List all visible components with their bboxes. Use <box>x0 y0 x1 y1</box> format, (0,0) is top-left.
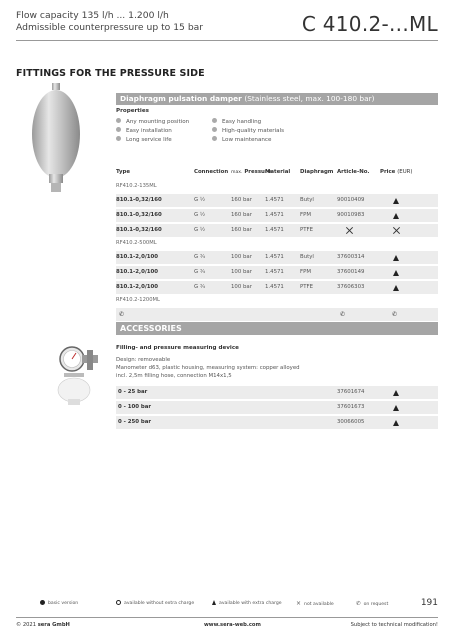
device-design: Design: removeable <box>116 357 171 363</box>
table-row <box>116 308 438 321</box>
table-header <box>116 169 438 179</box>
legend-on-request: ✆ on request <box>356 601 389 607</box>
table-row: 0 - 100 bar 37601673 <box>116 401 438 414</box>
col-article: Article-No. <box>337 169 370 175</box>
on-request-icon: ✆ <box>392 311 398 318</box>
extra-charge-icon <box>393 390 399 396</box>
accessories-banner: ACCESSORIES <box>116 322 438 335</box>
col-diaphragm: Diaphragm <box>300 169 334 175</box>
col-material: Material <box>265 169 291 175</box>
table-row: 0 - 250 bar 30066005 <box>116 416 438 429</box>
property-item: Easy handling <box>212 118 261 127</box>
extra-charge-icon <box>393 213 399 219</box>
footer-copyright: © 2021 sera GmbH <box>16 622 70 628</box>
damper-banner <box>116 93 438 105</box>
group-label: RF410.2-135ML <box>116 183 157 189</box>
damper-title-detail: (Stainless steel, max. 100-180 bar) <box>244 94 375 103</box>
footer-website[interactable]: www.sera-web.com <box>204 622 261 628</box>
product-code: C 410.2-...ML <box>301 12 438 36</box>
table-row: 810.1-0,32/160 G ½ 160 bar 1.4571 PTFE <box>116 224 438 237</box>
not-available-icon <box>346 227 353 234</box>
table-row: 810.1-2,0/100 G ¾ 100 bar 1.4571 PTFE 37606303 <box>116 281 438 294</box>
table-row: 810.1-2,0/100 G ¾ 100 bar 1.4571 FPM 37600149 <box>116 266 438 279</box>
table-row: 810.1-2,0/100 G ¾ 100 bar 1.4571 Butyl 37600314 <box>116 251 438 264</box>
col-connection: Connection <box>194 169 229 175</box>
filling-device-image <box>56 344 104 406</box>
on-request-icon: ✆ <box>119 311 125 318</box>
basic-dot-icon <box>116 127 121 132</box>
device-spec-2: incl. 2,5m filling hose, connection M14x1,5 <box>116 373 232 379</box>
device-spec-1: Manometer d63, plastic housing, measuring system: copper alloyed <box>116 365 300 371</box>
on-request-icon: ✆ <box>356 601 361 607</box>
table-row: 810.1-0,32/160 G ½ 160 bar 1.4571 Butyl 90010409 <box>116 194 438 207</box>
col-type: Type <box>116 169 131 175</box>
basic-version-icon <box>40 600 45 605</box>
basic-dot-icon <box>212 118 217 123</box>
section-title: FITTINGS FOR THE PRESSURE SIDE <box>16 68 205 79</box>
col-price: Price (EUR) <box>380 169 413 175</box>
damper-title: Diaphragm pulsation damper <box>120 94 242 103</box>
footer-note: Subject to technical modification! <box>350 622 438 628</box>
not-available-icon: × <box>296 600 302 607</box>
property-item: Easy installation <box>116 127 172 136</box>
basic-dot-icon <box>116 118 121 123</box>
group-label: RF410.2-500ML <box>116 240 157 246</box>
group-label: RF410.2-1200ML <box>116 297 160 303</box>
extra-charge-icon <box>393 420 399 426</box>
col-pressure: max. Pressure <box>231 169 272 175</box>
property-item: Long service life <box>116 136 172 145</box>
property-item: Low maintenance <box>212 136 271 145</box>
property-item: Any mounting position <box>116 118 189 127</box>
legend-not-available: × not available <box>296 600 334 607</box>
extra-charge-icon <box>393 405 399 411</box>
basic-dot-icon <box>212 136 217 141</box>
page-number: 191 <box>420 598 438 608</box>
extra-charge-icon <box>393 198 399 204</box>
header-subtitle <box>16 10 203 34</box>
no-charge-icon <box>116 600 121 605</box>
extra-charge-icon <box>393 255 399 261</box>
table-row: 810.1-0,32/160 G ½ 160 bar 1.4571 FPM 90010983 <box>116 209 438 222</box>
legend-no-charge: available without extra charge <box>116 600 194 608</box>
property-item: High-quality materials <box>212 127 284 136</box>
basic-dot-icon <box>212 127 217 132</box>
extra-charge-icon <box>393 285 399 291</box>
legend-extra-charge: available with extra charge <box>212 600 282 608</box>
footer-divider <box>16 617 438 618</box>
on-request-icon: ✆ <box>340 311 346 318</box>
not-available-icon <box>393 227 400 234</box>
header-line-1: Flow capacity 135 l/h ... 1.200 l/h <box>16 10 169 21</box>
table-row: 0 - 25 bar 37601674 <box>116 386 438 399</box>
basic-dot-icon <box>116 136 121 141</box>
header-line-2: Admissible counterpressure up to 15 bar <box>16 22 204 33</box>
properties-label: Properties <box>116 108 149 114</box>
extra-charge-icon <box>212 600 216 605</box>
pulsation-damper-image <box>30 82 82 194</box>
extra-charge-icon <box>393 270 399 276</box>
device-title: Filling- and pressure measuring device <box>116 345 239 351</box>
header-divider <box>16 40 438 41</box>
legend-basic: basic version <box>40 600 78 608</box>
